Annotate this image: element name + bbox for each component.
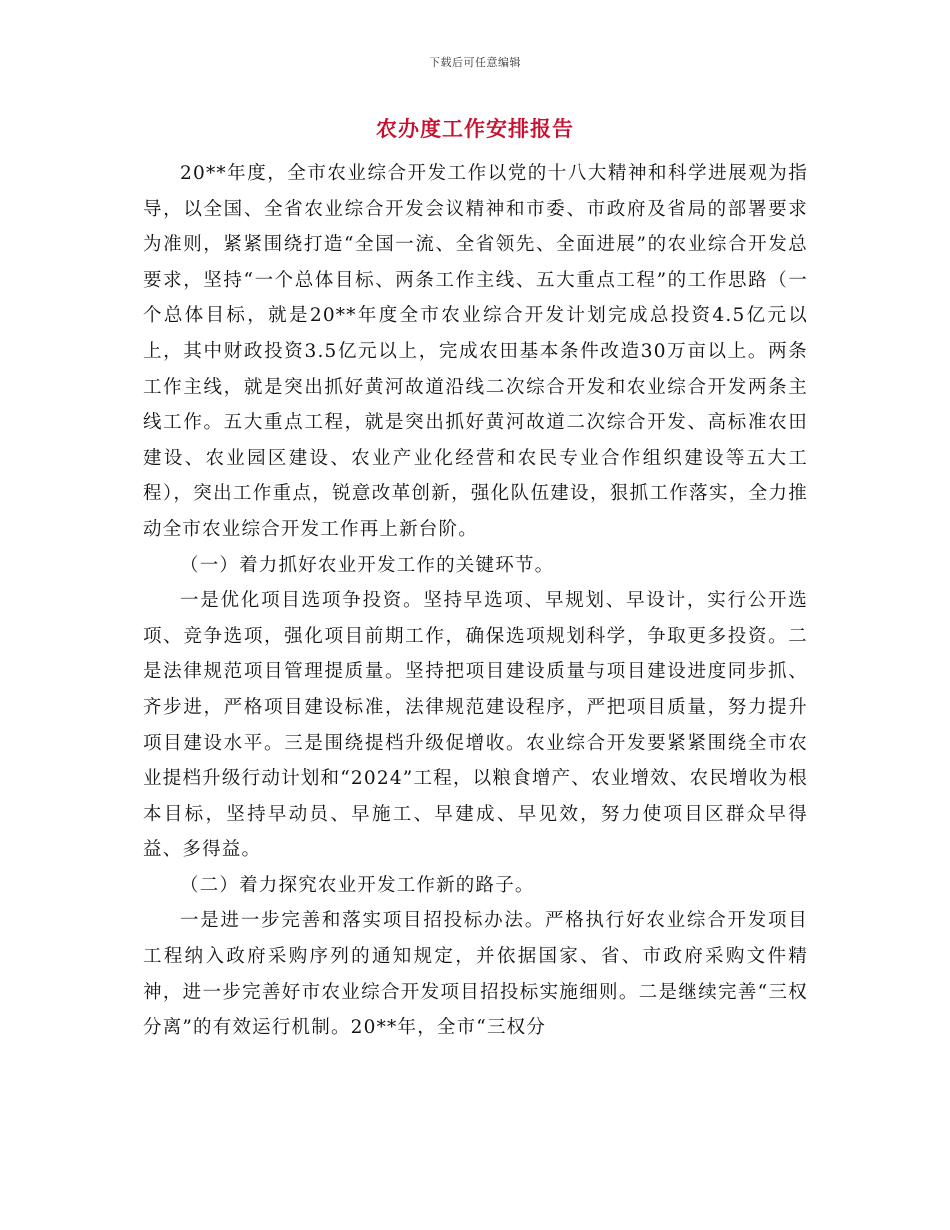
section-heading-1: （一）着力抓好农业开发工作的关键环节。: [180, 554, 555, 576]
paragraph-section-2: 一是进一步完善和落实项目招投标办法。严格执行好农业综合开发项目工程纳入政府采购序列的通知规定，并依据国家、省、市政府采购文件精神，进一步完善好市农业综合开发项目招投标实施细则。二是继续完善“三权分离”的有效运行机制。20**年，全市“三权分: [143, 910, 808, 1039]
document-body: [143, 156, 808, 1046]
paragraph-section-1: 一是优化项目选项争投资。坚持早选项、早规划、早设计，实行公开选项、竞争选项，强化项目前期工作，确保选项规划科学，争取更多投资。二是法律规范项目管理提质量。坚持把项目建设质量与项目建设进度同步抓、齐步进，严格项目建设标准，法律规范建设程序，严把项目质量，努力提升项目建设水平。三是围绕提档升级促增收。农业综合开发要紧紧围绕全市农业提档升级行动计划和“2024”工程，以粮食增产、农业增效、农民增收为根本目标，坚持早动员、早施工、早建成、早见效，努力使项目区群众早得益、多得益。: [143, 590, 808, 861]
paragraph-intro: 20**年度，全市农业综合开发工作以党的十八大精神和科学进展观为指导，以全国、全省农业综合开发会议精神和市委、市政府及省局的部署要求为准则，紧紧围绕打造“全国一流、全省领先、全面进展”的农业综合开发总要求，坚持“一个总体目标、两条工作主线、五大重点工程”的工作思路（一个总体目标，就是20**年度全市农业综合开发计划完成总投资4.5亿元以上，其中财政投资3.5亿元以上，完成农田基本条件改造30万亩以上。两条工作主线，就是突出抓好黄河故道沿线二次综合开发和农业综合开发两条主线工作。五大重点工程，就是突出抓好黄河故道二次综合开发、高标准农田建设、农业园区建设、农业产业化经营和农民专业合作组织建设等五大工程），突出工作重点，锐意改革创新，强化队伍建设，狠抓工作落实，全力推动全市农业综合开发工作再上新台阶。: [143, 163, 808, 540]
header-note: 下载后可任意编辑: [429, 56, 521, 69]
document-title: 农办度工作安排报告: [376, 116, 574, 141]
section-heading-2: （二）着力探究农业开发工作新的路子。: [180, 874, 535, 896]
